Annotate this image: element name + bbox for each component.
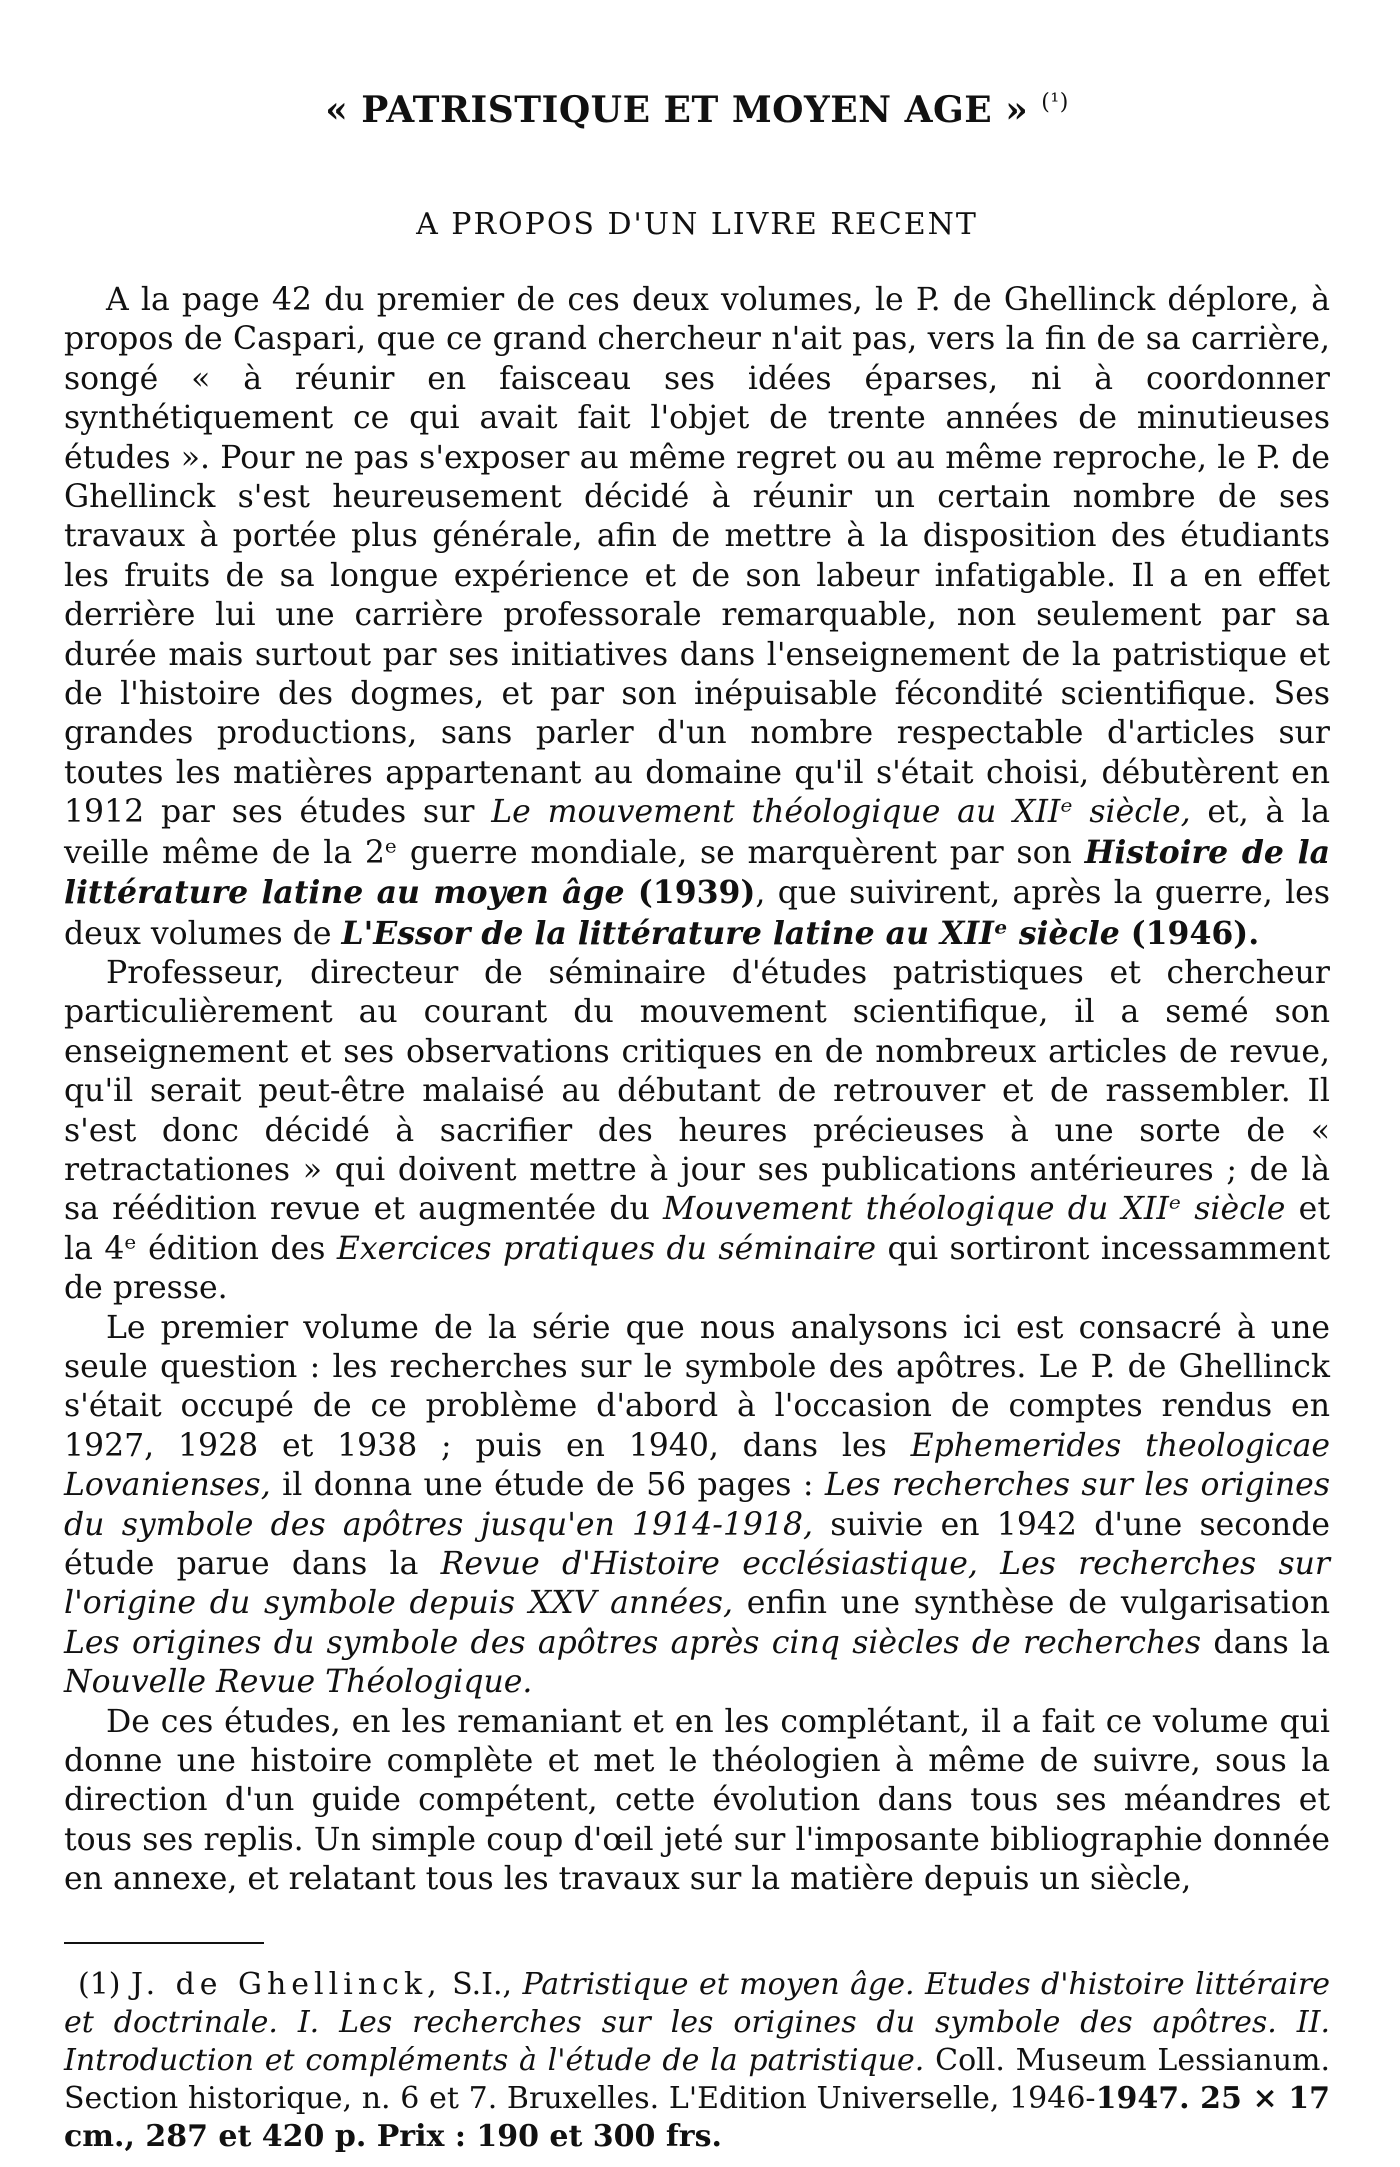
article-subtitle: A PROPOS D'UN LIVRE RECENT [416, 207, 978, 242]
text-run: , que suivirent, après la guerre, les deux volumes de [64, 875, 1330, 952]
text-run: Coll. Museum Lessianum. Section historique, n. 6 et 7. Bruxelles. L'Edition Universelle, 1946- [64, 2042, 1330, 2116]
bold-italic-text: Histoire de la littérature latine au moyen âge [64, 833, 1330, 912]
paragraph [64, 954, 1330, 1309]
text-run: S.I., [441, 1966, 523, 2002]
paragraph [64, 281, 1330, 954]
italic-text: Les origines du symbole des apôtres après cinq siècles de recherches [64, 1624, 1202, 1661]
text-run: A la page 42 du premier de ces deux volumes, le P. de Ghellinck déplore, à propos de Caspari, que ce grand chercheur n'ait pas, vers la fin de sa carrière, songé « à réunir en faisceau ses idées éparses, ni à coordonner synthétiquement ce qui avait fait l'objet de trente années de minutieuses études ». Pour ne pas s'exposer au même regret ou au même reproche, le P. de Ghellinck s'est heureusement décidé à réunir un certain nombre de ses travaux à portée plus générale, afin de mettre à la disposition des étudiants les fruits de sa longue expérience et de son labeur infatigable. Il a en effet derrière lui une carrière professorale remarquable, non seulement par sa durée mais surtout par ses initiatives dans l'enseignement de la patristique et de l'histoire des dogmes, et par son inépuisable fécondité scientifique. Ses grandes productions, sans parler d'un nombre respectable d'articles sur toutes les matières appartenant au domaine qu'il s'était choisi, débutèrent en 1912 par ses études sur [64, 282, 1330, 831]
article-title [64, 78, 1330, 135]
text-run: Le premier volume de la série que nous analysons ici est consacré à une seule question : les recherches sur le symbole des apôtres. Le P. de Ghellinck s'était occupé de ce problème d'abord à l'occasion de comptes rendus en 1927, 1928 et 1938 ; puis en 1940, dans les [64, 1309, 1330, 1464]
italic-text: Les recherches sur les origines du symbole des apôtres jusqu'en 1914-1918, [64, 1467, 1330, 1543]
footnote-reference: (¹) [1041, 90, 1069, 115]
bold-text: 1947. 25 × 17 cm., 287 et 420 p. Prix : 190 et 300 frs. [64, 2080, 1330, 2154]
text-run: (1) [78, 1966, 131, 2002]
author-name: J. de Ghellinck, [130, 1966, 442, 2002]
paragraph [64, 1309, 1330, 1703]
footnote-divider [64, 1942, 264, 1944]
text-run: il donna une étude de 56 pages : [270, 1467, 825, 1504]
bold-text: (1939) [624, 874, 756, 912]
article-body [64, 281, 1330, 1900]
article-title-text: « PATRISTIQUE ET MOYEN AGE » [325, 89, 1029, 131]
italic-text: Exercices pratiques du séminaire [336, 1230, 877, 1267]
italic-text: Revue d'Histoire ecclésiastique, Les recherches sur l'origine du symbole depuis XXV années, [64, 1546, 1330, 1622]
italic-text: Nouvelle Revue Théologique. [64, 1664, 533, 1701]
italic-text: Patristique et moyen âge. Etudes d'histoire littéraire et doctrinale. I. Les recherches sur les origines du symbole des apôtres. II. Introduction et compléments à l'étude de la patristique. [64, 1966, 1330, 2078]
bold-text: (1946). [1119, 914, 1260, 952]
text-run: dans la [1201, 1624, 1330, 1661]
text-run: enfin une synthèse de vulgarisation [733, 1585, 1331, 1622]
text-run: Professeur, directeur de séminaire d'études patristiques et chercheur particulièrement au courant du mouvement scientifique, il a semé son enseignement et ses observations critiques en de nombreux articles de revue, qu'il serait peut-être malaisé au débutant de retrouver et de rassembler. Il s'est donc décidé à sacrifier des heures précieuses à une sorte de « retractationes » qui doivent mettre à jour ses publications antérieures ; de là sa réédition revue et augmentée du [64, 954, 1330, 1228]
footnote-text [64, 1966, 1330, 2156]
text-run: De ces études, en les remaniant et en les complétant, il a fait ce volume qui donne une histoire complète et met le théologien à même de suivre, sous la direction d'un guide compétent, cette évolution dans tous ses méandres et tous ses replis. Un simple coup d'œil jeté sur l'imposante bibliographie donnée en annexe, et relatant tous les travaux sur la matière depuis un siècle, [64, 1703, 1330, 1898]
paragraph [64, 1703, 1330, 1900]
text-run: et, à la veille même de la 2ᵉ guerre mondiale, se marquèrent par son [64, 794, 1330, 871]
text-run: qui sortiront incessamment de presse. [64, 1230, 1330, 1307]
italic-text: Ephemerides theologicae Lovanienses, [64, 1427, 1330, 1504]
text-run: et la 4ᵉ édition des [64, 1191, 1330, 1267]
italic-text: Mouvement théologique du XIIᵉ siècle [663, 1191, 1286, 1228]
footnote [64, 1966, 1330, 2156]
italic-text: Le mouvement théologique au XIIᵉ siècle, [491, 794, 1191, 831]
bold-italic-text: L'Essor de la littérature latine au XIIᵉ siècle [341, 914, 1120, 952]
text-run: suivie en 1942 d'une seconde étude parue dans la [64, 1506, 1330, 1582]
